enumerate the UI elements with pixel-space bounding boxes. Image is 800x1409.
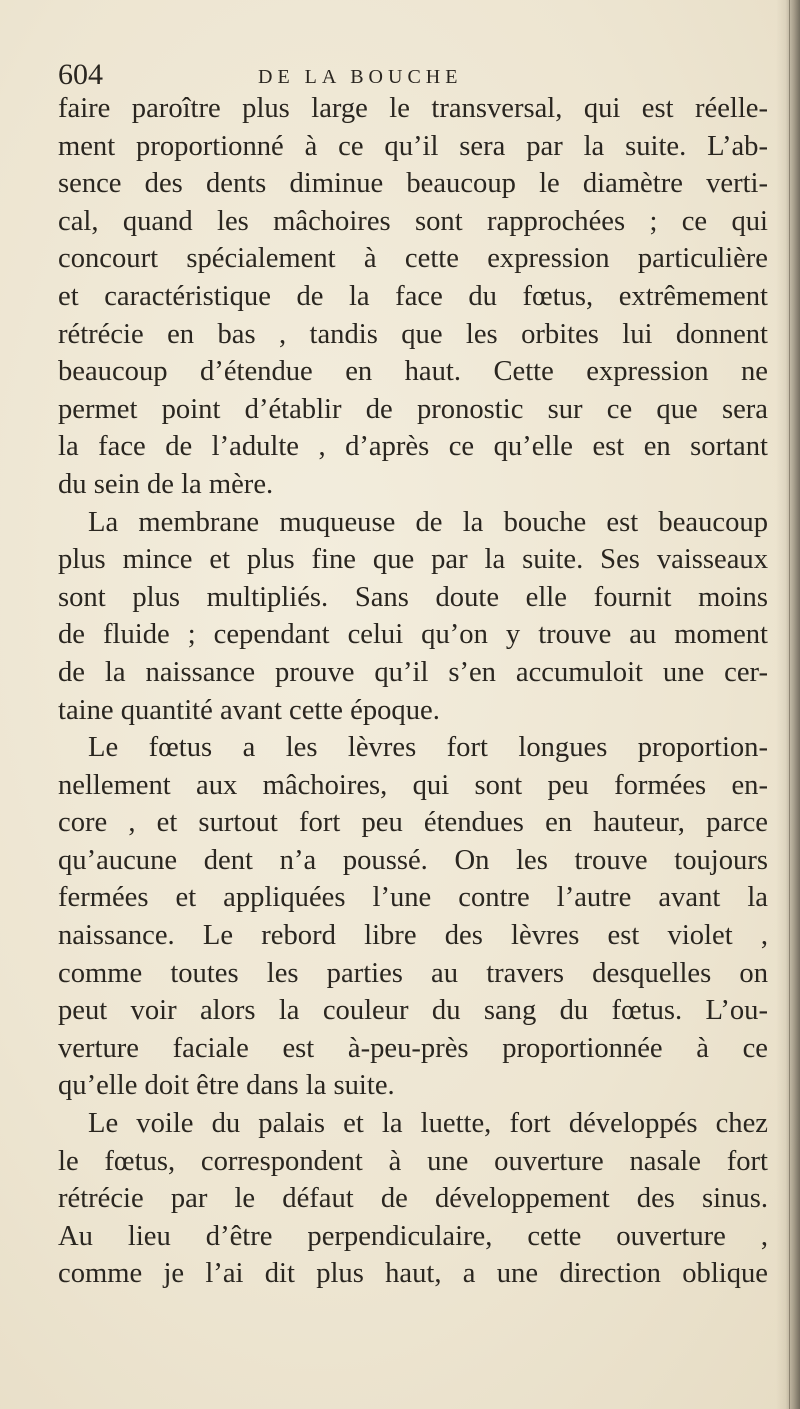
text-line: de fluide ; cependant celui qu’on y trouve au moment xyxy=(58,619,768,651)
body-text xyxy=(58,90,768,1293)
text-line: core , et surtout fort peu étendues en hauteur, parce xyxy=(58,807,768,839)
text-line: et caractéristique de la face du fœtus, extrêmement xyxy=(58,280,768,312)
text-line: comme je l’ai dit plus haut, a une direction oblique xyxy=(58,1258,768,1290)
text-line: qu’elle doit être dans la suite. xyxy=(58,1070,395,1102)
text-line: le fœtus, correspondent à une ouverture nasale fort xyxy=(58,1145,768,1177)
text-line: rétrécie en bas , tandis que les orbites lui donnent xyxy=(58,318,768,350)
text-line: fermées et appliquées l’une contre l’autre avant la xyxy=(58,882,768,914)
page-number: 604 xyxy=(58,58,103,91)
text-line: rétrécie par le défaut de développement des sinus. xyxy=(58,1183,768,1215)
text-line: comme toutes les parties au travers desquelles on xyxy=(58,957,768,989)
text-line: sence des dents diminue beaucoup le diamètre verti- xyxy=(58,168,768,200)
paragraph-start-line: Le voile du palais et la luette, fort développés chez xyxy=(88,1108,768,1140)
text-line: plus mince et plus fine que par la suite. Ses vaisseaux xyxy=(58,544,768,576)
text-line: Au lieu d’être perpendiculaire, cette ouverture , xyxy=(58,1220,768,1252)
text-line: faire paroître plus large le transversal, qui est réelle- xyxy=(58,93,768,124)
text-line: cal, quand les mâchoires sont rapprochées ; ce qui xyxy=(58,205,768,237)
text-line: naissance. Le rebord libre des lèvres est violet , xyxy=(58,920,768,952)
text-line: peut voir alors la couleur du sang du fœtus. L’ou- xyxy=(58,995,768,1027)
text-line: verture faciale est à-peu-près proportionnée à ce xyxy=(58,1032,768,1064)
paragraph-start-line: La membrane muqueuse de la bouche est beaucoup xyxy=(88,506,768,538)
paragraph-start-line: Le fœtus a les lèvres fort longues proportion- xyxy=(88,732,768,764)
text-line: qu’aucune dent n’a poussé. On les trouve toujours xyxy=(58,844,768,876)
text-line: du sein de la mère. xyxy=(58,468,274,500)
text-line: taine quantité avant cette époque. xyxy=(58,694,440,726)
running-head: DE LA BOUCHE xyxy=(258,66,463,88)
page-edge-shadow xyxy=(776,0,800,1409)
text-line: la face de l’adulte , d’après ce qu’elle est en sortant xyxy=(58,431,768,463)
page-edge-line xyxy=(789,0,790,1409)
text-line: concourt spécialement à cette expression particulière xyxy=(58,243,768,275)
text-line: beaucoup d’étendue en haut. Cette expression ne xyxy=(58,356,768,388)
text-line: de la naissance prouve qu’il s’en accumuloit une cer- xyxy=(58,656,768,688)
text-line: ment proportionné à ce qu’il sera par la suite. L’ab- xyxy=(58,130,768,162)
text-line: nellement aux mâchoires, qui sont peu formées en- xyxy=(58,769,768,801)
text-line: sont plus multipliés. Sans doute elle fournit moins xyxy=(58,581,768,613)
text-line: permet point d’établir de pronostic sur ce que sera xyxy=(58,393,768,425)
